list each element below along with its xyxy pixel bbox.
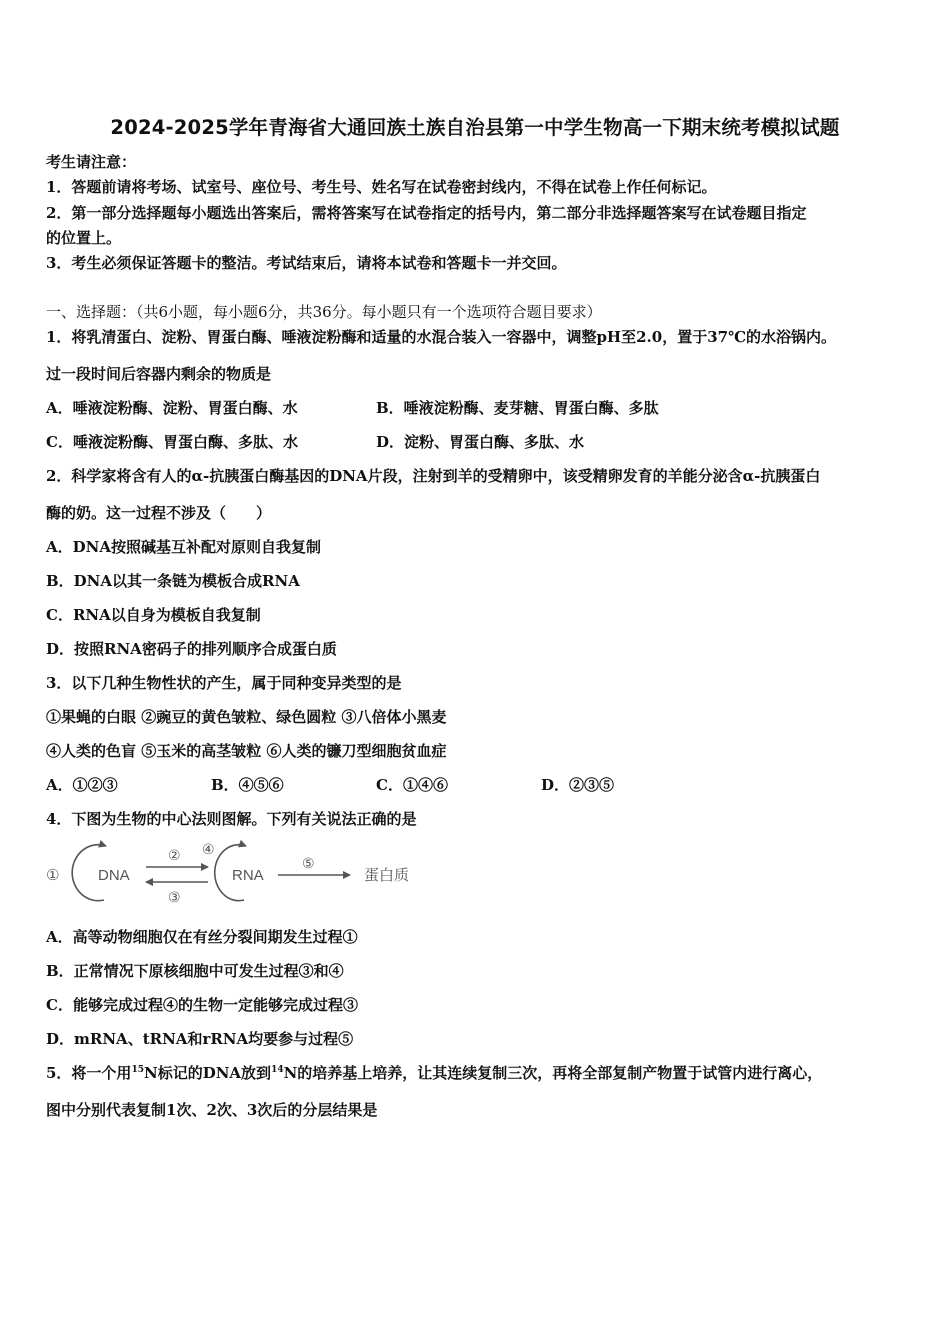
question-1-option-d: D．淀粉、胃蛋白酶、多肽、水 xyxy=(376,433,585,451)
label-dna: DNA xyxy=(98,867,130,884)
question-3-items-cont: ④人类的色盲 ⑤玉米的高茎皱粒 ⑥人类的镰刀型细胞贫血症 xyxy=(46,742,447,760)
notice-item: 1．答题前请将考场、试室号、座位号、考生号、姓名写在试卷密封线内，不得在试卷上作任何标记。 xyxy=(46,178,717,196)
question-4-stem: 4．下图为生物的中心法则图解。下列有关说法正确的是 xyxy=(46,810,417,828)
label-process-5: ⑤ xyxy=(302,855,315,871)
question-1-stem-cont: 过一段时间后容器内剩余的物质是 xyxy=(46,365,272,383)
q5-isotope-14: 14 xyxy=(271,1065,284,1075)
question-3-option-b: B．④⑤⑥ xyxy=(211,776,284,794)
label-process-1: ① xyxy=(46,867,60,884)
label-process-4: ④ xyxy=(202,841,215,857)
label-rna: RNA xyxy=(232,867,264,884)
question-1-option-b: B．唾液淀粉酶、麦芽糖、胃蛋白酶、多肽 xyxy=(376,399,659,417)
question-3-stem: 3．以下几种生物性状的产生，属于同种变异类型的是 xyxy=(46,674,402,692)
question-4-option-b: B．正常情况下原核细胞中可发生过程③和④ xyxy=(46,962,344,980)
q5-text-pre: 5．将一个用 xyxy=(46,1064,132,1082)
question-3-items: ①果蝇的白眼 ②豌豆的黄色皱粒、绿色圆粒 ③八倍体小黑麦 xyxy=(46,708,447,726)
label-process-2: ② xyxy=(168,847,181,863)
question-5-stem xyxy=(46,1063,822,1083)
question-2-option-a: A．DNA按照碱基互补配对原则自我复制 xyxy=(46,538,321,556)
notice-item: 2．第一部分选择题每小题选出答案后，需将答案写在试卷指定的括号内，第二部分非选择题答案写在试卷题目指定 xyxy=(46,204,807,222)
label-protein: 蛋白质 xyxy=(364,867,410,884)
question-2-stem-cont: 酶的奶。这一过程不涉及（ ） xyxy=(46,504,272,522)
question-1-stem: 1．将乳清蛋白、淀粉、胃蛋白酶、唾液淀粉酶和适量的水混合装入一容器中，调整pH至2.0，置于37℃的水浴锅内。 xyxy=(46,328,837,346)
label-process-3: ③ xyxy=(168,889,181,905)
central-dogma-diagram xyxy=(44,838,424,910)
q5-text-mid2: N的培养基上培养，让其连续复制三次，再将全部复制产物置于试管内进行离心， xyxy=(283,1064,823,1082)
question-1-option-a: A．唾液淀粉酶、淀粉、胃蛋白酶、水 xyxy=(46,399,298,417)
question-5-stem-cont: 图中分别代表复制1次、2次、3次后的分层结果是 xyxy=(46,1101,378,1119)
question-4-option-d: D．mRNA、tRNA和rRNA均要参与过程⑤ xyxy=(46,1030,354,1048)
page-title: 2024-2025学年青海省大通回族土族自治县第一中学生物高一下期末统考模拟试题 xyxy=(110,116,840,139)
q5-isotope-15: 15 xyxy=(131,1065,144,1075)
section-heading: 一、选择题：（共6小题，每小题6分，共36分。每小题只有一个选项符合题目要求） xyxy=(46,303,602,321)
notice-heading: 考生请注意： xyxy=(46,153,137,171)
question-2-stem: 2．科学家将含有人的α-抗胰蛋白酶基因的DNA片段，注射到羊的受精卵中，该受精卵发育的羊能分泌含α-抗胰蛋白 xyxy=(46,467,821,485)
notice-item: 的位置上。 xyxy=(46,229,122,247)
q5-text-mid1: N标记的DNA放到 xyxy=(143,1064,272,1082)
question-3-option-c: C．①④⑥ xyxy=(376,776,448,794)
question-3-option-a: A．①②③ xyxy=(46,776,118,794)
question-4-option-a: A．高等动物细胞仅在有丝分裂间期发生过程① xyxy=(46,928,358,946)
question-2-option-d: D．按照RNA密码子的排列顺序合成蛋白质 xyxy=(46,640,337,658)
question-3-option-d: D．②③⑤ xyxy=(541,776,615,794)
question-1-option-c: C．唾液淀粉酶、胃蛋白酶、多肽、水 xyxy=(46,433,298,451)
question-2-option-b: B．DNA以其一条链为模板合成RNA xyxy=(46,572,300,590)
notice-item: 3．考生必须保证答题卡的整洁。考试结束后，请将本试卷和答题卡一并交回。 xyxy=(46,254,567,272)
question-4-option-c: C．能够完成过程④的生物一定能够完成过程③ xyxy=(46,996,358,1014)
question-2-option-c: C．RNA以自身为模板自我复制 xyxy=(46,606,261,624)
